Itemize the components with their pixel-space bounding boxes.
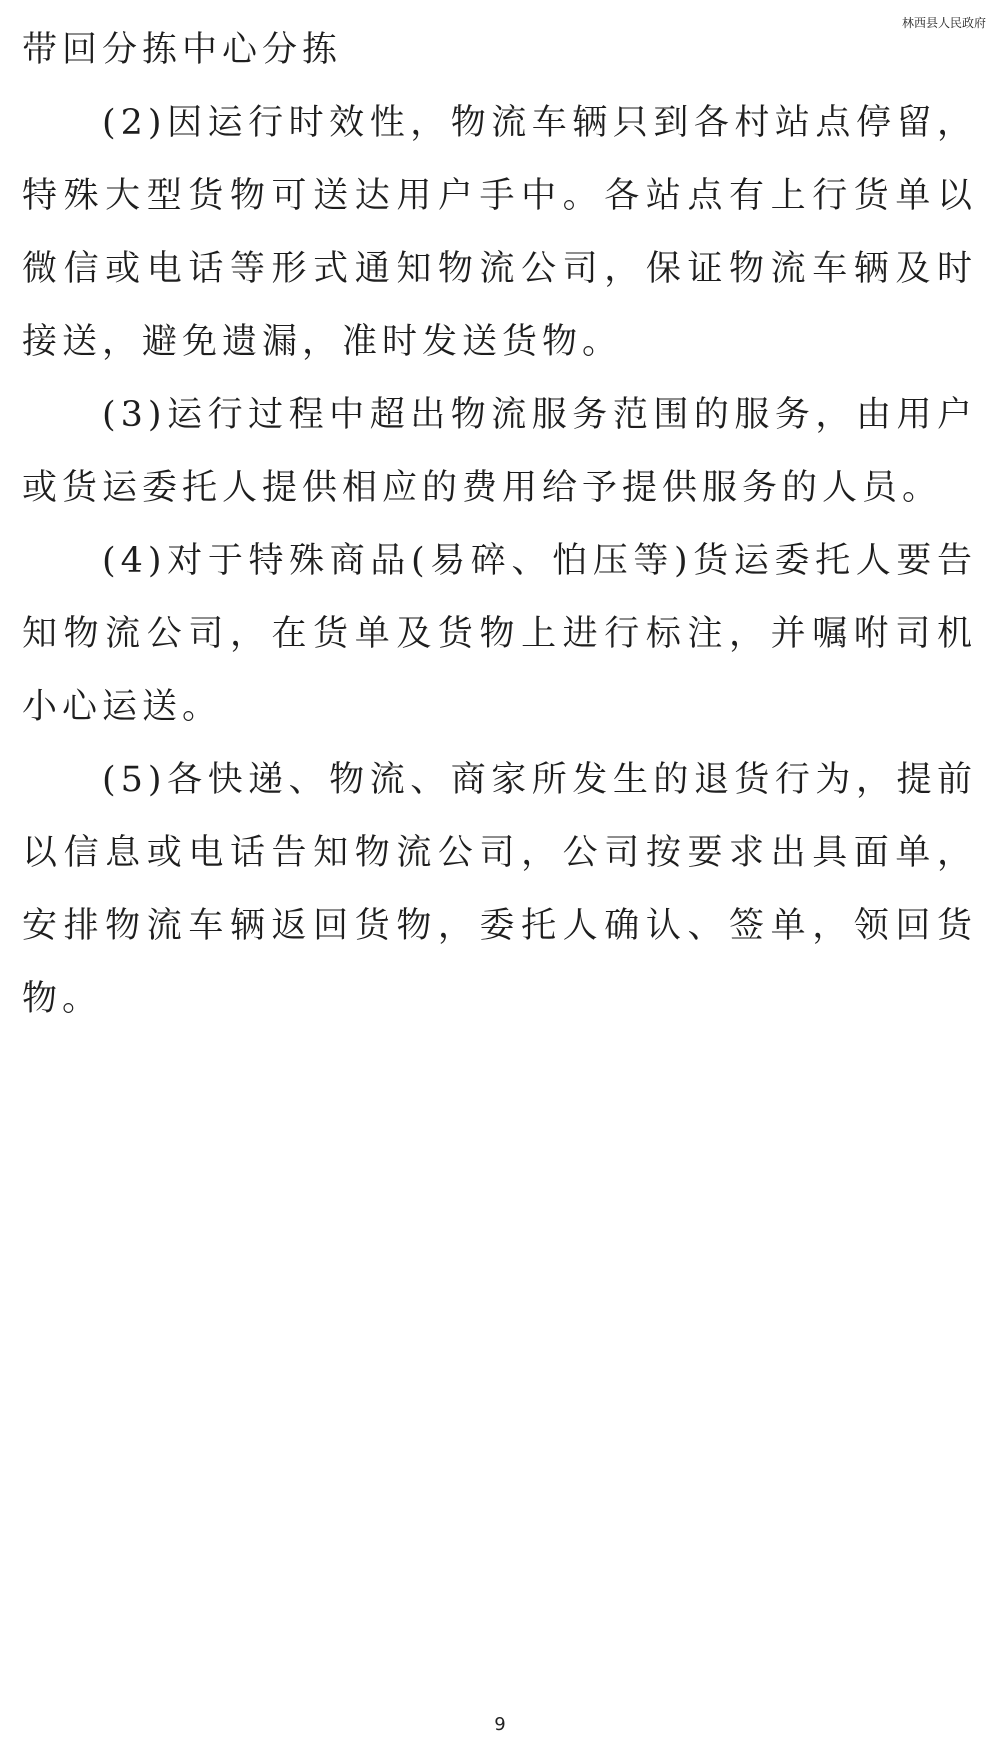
publisher-watermark: 林西县人民政府	[901, 16, 986, 30]
document-body	[22, 14, 977, 1036]
paragraph-item-5: (5)各快递、物流、商家所发生的退货行为，提前以信息或电话告知物流公司，公司按要求出具面单，安排物流车辆返回货物，委托人确认、签单，领回货物。	[22, 760, 977, 1019]
paragraph-item-4: (4)对于特殊商品(易碎、怕压等)货运委托人要告知物流公司，在货单及货物上进行标注，并嘱咐司机小心运送。	[22, 541, 977, 727]
paragraph-item-3: (3)运行过程中超出物流服务范围的服务，由用户或货运委托人提供相应的费用给予提供服务的人员。	[22, 395, 977, 508]
page-number: 9	[494, 1714, 506, 1735]
paragraph-item-2: (2)因运行时效性，物流车辆只到各村站点停留，特殊大型货物可送达用户手中。各站点有上行货单以微信或电话等形式通知物流公司，保证物流车辆及时接送，避免遗漏，准时发送货物。	[22, 103, 977, 362]
paragraph-continuation: 带回分拣中心分拣	[22, 30, 343, 70]
